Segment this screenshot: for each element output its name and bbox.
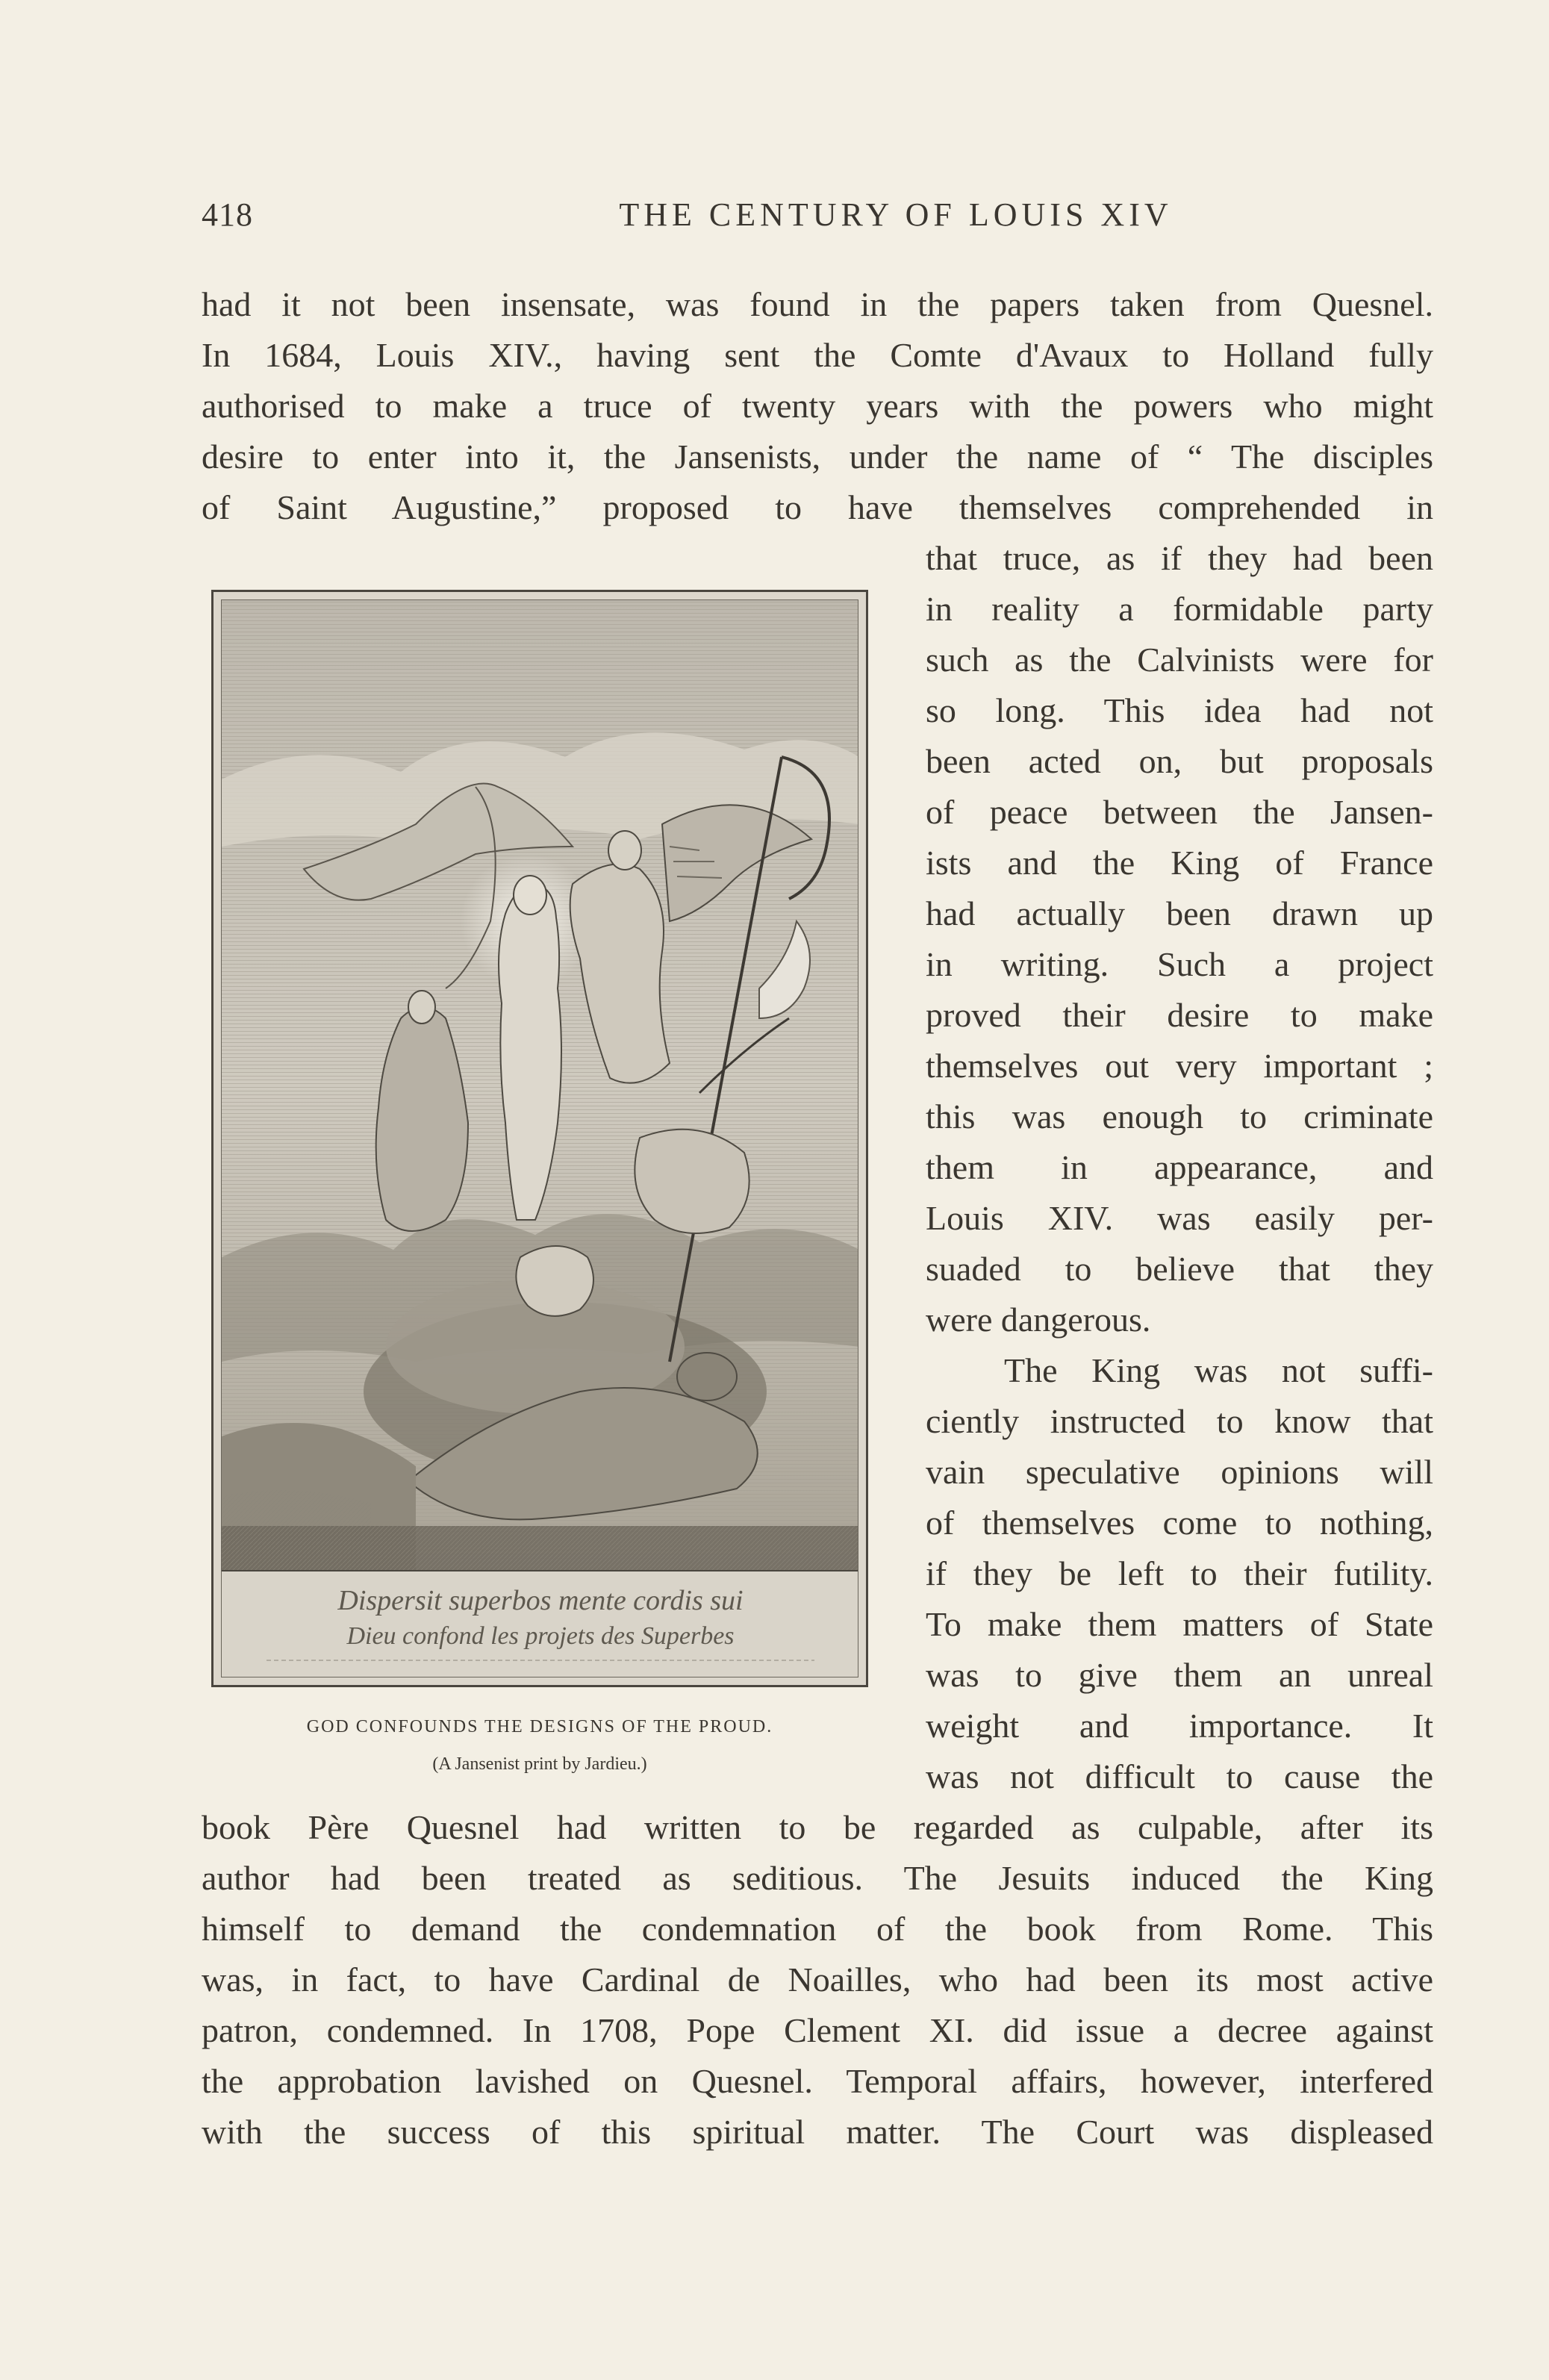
figure-caption: GOD CONFOUNDS THE DESIGNS OF THE PROUD. — [306, 1717, 773, 1736]
side-text-line: that truce, as if they had been — [926, 539, 1433, 577]
side-text-line: To make them matters of State — [926, 1605, 1433, 1643]
side-text-line: ciently instructed to know that — [926, 1402, 1433, 1440]
engraving-illustration — [222, 600, 858, 1677]
figure-credit: (A Jansenist print by Jardieu.) — [432, 1754, 647, 1774]
inscription-line-2: Dieu confond les projets des Superbes — [346, 1622, 735, 1650]
side-text-line: were dangerous. — [926, 1300, 1151, 1339]
text-line: had it not been insensate, was found in the papers taken from Quesnel. — [202, 285, 1433, 323]
side-text-line: was to give them an unreal — [926, 1656, 1433, 1694]
text-line: patron, condemned. In 1708, Pope Clement XI. did issue a decree against — [202, 2011, 1433, 2049]
side-text-line: in reality a formidable party — [926, 590, 1433, 628]
side-text-line: such as the Calvinists were for — [926, 641, 1433, 679]
side-text-line: them in appearance, and — [926, 1148, 1433, 1186]
side-text-line: suaded to believe that they — [926, 1250, 1433, 1288]
page-number: 418 — [202, 196, 253, 233]
side-text-line: The King was not suffi- — [1004, 1351, 1433, 1389]
engraving-image — [221, 599, 858, 1677]
side-text-line: of themselves come to nothing, — [926, 1504, 1433, 1542]
side-text-line: of peace between the Jansen- — [926, 793, 1433, 831]
side-text-line: in writing. Such a project — [926, 945, 1433, 983]
text-line: was, in fact, to have Cardinal de Noailles, who had been its most active — [202, 1960, 1433, 1999]
side-text-line: was not difficult to cause the — [926, 1757, 1433, 1795]
text-line: with the success of this spiritual matter. The Court was displeased — [202, 2113, 1433, 2151]
side-text-line: ists and the King of France — [926, 844, 1433, 882]
text-line: of Saint Augustine,” proposed to have themselves comprehended in — [202, 488, 1433, 526]
engraving-figure — [211, 590, 868, 1687]
side-text-line: Louis XIV. was easily per- — [926, 1199, 1433, 1237]
side-text-line: themselves out very important ; — [926, 1047, 1433, 1085]
text-line: desire to enter into it, the Jansenists, under the name of “ The disciples — [202, 437, 1433, 476]
side-text-line: been acted on, but proposals — [926, 742, 1433, 780]
text-line: author had been treated as seditious. The Jesuits induced the King — [202, 1859, 1433, 1897]
inscription-line-1: Dispersit superbos mente cordis sui — [337, 1585, 744, 1616]
text-line: himself to demand the condemnation of the book from Rome. This — [202, 1910, 1433, 1948]
side-text-line: so long. This idea had not — [926, 691, 1433, 729]
side-text-line: if they be left to their futility. — [926, 1554, 1433, 1592]
text-line: the approbation lavished on Quesnel. Temporal affairs, however, interfered — [202, 2062, 1433, 2100]
running-head — [202, 196, 1433, 240]
side-text-line: proved their desire to make — [926, 996, 1433, 1034]
side-text-line: this was enough to criminate — [926, 1097, 1433, 1136]
text-line: authorised to make a truce of twenty years with the powers who might — [202, 387, 1433, 425]
side-text-line: weight and importance. It — [926, 1707, 1433, 1745]
text-line: In 1684, Louis XIV., having sent the Comte d'Avaux to Holland fully — [202, 336, 1433, 374]
running-title: THE CENTURY OF LOUIS XIV — [619, 196, 1173, 233]
text-line: book Père Quesnel had written to be regarded as culpable, after its — [202, 1808, 1433, 1846]
side-text-line: vain speculative opinions will — [926, 1453, 1433, 1491]
side-text-line: had actually been drawn up — [926, 894, 1433, 932]
